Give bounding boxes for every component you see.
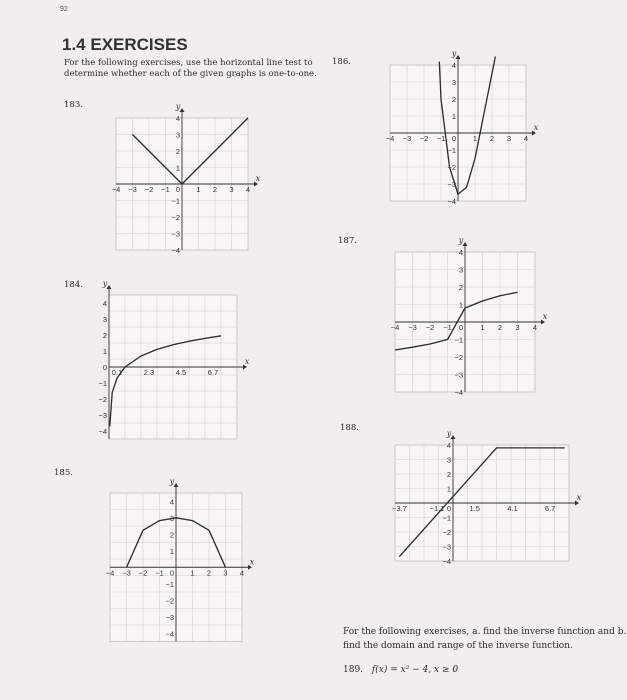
x-axis-label: x <box>533 123 539 132</box>
y-tick-label: −1 <box>165 579 174 589</box>
y-tick-label: −4 <box>171 246 180 255</box>
exercise-183-label: 183. <box>64 100 83 110</box>
x-tick-label: 3 <box>223 568 228 578</box>
x-tick-label: −1 <box>436 134 446 143</box>
x-tick-label: 3 <box>229 185 234 194</box>
x-tick-label: −3 <box>408 323 417 332</box>
intro-text: For the following exercises, use the horizontal line test to determine whether each of the given graphs is one-to-one. <box>64 58 317 79</box>
origin-label: 0 <box>446 504 451 513</box>
y-tick-label: 3 <box>175 130 180 140</box>
grid-group <box>98 279 249 439</box>
y-tick-label: −2 <box>447 163 456 172</box>
y-tick-label: −2 <box>165 596 174 606</box>
grid-group <box>392 429 582 566</box>
y-tick-label: 1 <box>102 347 107 356</box>
grid-group <box>391 236 548 397</box>
grid-group <box>386 49 539 206</box>
y-tick-label: −3 <box>98 411 107 420</box>
y-tick-label: 2 <box>458 283 463 292</box>
y-tick-label: −4 <box>165 629 174 639</box>
y-tick-label: 4 <box>446 441 451 450</box>
y-tick-label: 3 <box>169 513 174 523</box>
x-tick-label: 3 <box>506 134 512 143</box>
x-tick-label: 4 <box>245 185 251 194</box>
y-tick-label: −3 <box>171 229 180 239</box>
y-axis-label: y <box>451 49 457 58</box>
x-tick-label: −3 <box>402 134 412 143</box>
x-tick-label: −1 <box>155 568 164 578</box>
y-tick-label: −2 <box>442 528 451 537</box>
y-tick-label: −1 <box>447 146 456 155</box>
grid-group <box>106 477 255 642</box>
origin-label: 0 <box>451 134 456 143</box>
y-tick-label: −4 <box>447 197 456 206</box>
y-tick-label: 1 <box>169 546 174 556</box>
y-tick-label: −4 <box>442 557 451 566</box>
x-tick-label: −4 <box>105 568 115 578</box>
x-tick-label: 1 <box>190 568 195 578</box>
x-tick-label: −1 <box>161 185 170 194</box>
exercise-186-label: 186. <box>332 57 351 67</box>
problem-189-formula: f(x) = x² − 4, x ≥ 0 <box>371 665 459 675</box>
x-axis-label: x <box>244 357 250 366</box>
x-tick-label: −4 <box>111 185 121 194</box>
origin-label: 0 <box>169 568 174 578</box>
origin-label: 0 <box>175 185 180 194</box>
y-axis-label: y <box>458 236 464 245</box>
graph-184 <box>98 279 265 449</box>
y-tick-label: 3 <box>458 265 463 275</box>
x-tick-label: 1 <box>480 323 485 332</box>
exercise-188-label: 188. <box>340 423 359 433</box>
y-tick-label: 2 <box>175 147 180 156</box>
y-tick-label: 0 <box>102 363 107 372</box>
graph-187 <box>390 236 548 397</box>
x-tick-label: −2 <box>138 568 148 578</box>
y-tick-label: 3 <box>102 315 107 324</box>
x-tick-label: −3 <box>128 185 137 194</box>
x-tick-label: 2 <box>489 134 495 143</box>
y-tick-label: 1 <box>458 300 463 310</box>
y-tick-label: 2 <box>446 470 451 479</box>
x-tick-label: −2 <box>419 134 429 143</box>
y-tick-label: 1 <box>446 484 451 494</box>
x-axis-label: x <box>576 493 582 502</box>
x-tick-label: −1.1 <box>429 504 445 513</box>
x-tick-label: −2 <box>144 185 154 194</box>
section-title: 1.4 EXERCISES <box>62 35 188 54</box>
y-tick-label: −2 <box>171 213 180 222</box>
y-tick-label: 4 <box>458 248 463 257</box>
y-tick-label: 2 <box>169 530 174 540</box>
x-tick-label: 1.5 <box>469 504 480 513</box>
y-tick-label: −4 <box>454 388 463 397</box>
x-tick-label: −2 <box>425 323 435 332</box>
exercise-184-label: 184. <box>64 280 83 290</box>
y-tick-label: 4 <box>169 497 174 507</box>
x-tick-label: 0.1 <box>111 368 123 377</box>
x-axis-label: x <box>255 174 261 183</box>
y-tick-label: −1 <box>454 335 463 345</box>
x-tick-label: 1 <box>472 134 478 143</box>
y-axis-label: y <box>446 429 452 438</box>
x-tick-label: 2 <box>212 185 218 194</box>
x-tick-label: −3 <box>122 568 131 578</box>
x-tick-label: 4 <box>239 568 245 578</box>
y-tick-label: 3 <box>451 78 456 87</box>
grid-group <box>112 102 261 255</box>
y-tick-label: −3 <box>442 542 451 552</box>
y-tick-label: 4 <box>175 114 180 123</box>
y-tick-label: −3 <box>165 612 174 622</box>
y-tick-label: −1 <box>171 196 180 206</box>
x-tick-label: −4 <box>385 134 395 143</box>
y-tick-label: 2 <box>102 331 107 340</box>
y-tick-label: 1 <box>175 163 180 173</box>
y-tick-label: −2 <box>454 353 463 362</box>
problem-189-number: 189. <box>343 665 364 675</box>
x-tick-label: 2 <box>497 323 503 332</box>
x-tick-label: 1 <box>196 185 201 194</box>
graph-183 <box>111 102 261 258</box>
x-tick-label: 2.3 <box>143 368 155 377</box>
x-axis-label: x <box>249 557 255 567</box>
y-tick-label: −1 <box>442 513 451 523</box>
exercise-185-label: 185. <box>54 468 73 478</box>
x-tick-label: −3.7 <box>391 504 407 513</box>
x-axis-label: x <box>542 312 548 321</box>
x-tick-label: 6.7 <box>207 368 219 377</box>
x-tick-label: 3 <box>515 323 520 332</box>
y-axis-label: y <box>175 102 181 111</box>
y-tick-label: 4 <box>451 61 456 70</box>
x-tick-label: 2 <box>206 568 212 578</box>
page-number: 92 <box>60 6 68 13</box>
x-tick-label: 4 <box>532 323 538 332</box>
y-tick-label: 4 <box>102 299 107 308</box>
graph-186 <box>385 49 539 209</box>
instructions-text: For the following exercises, a. find the inverse function and b. find the domain and range of the inverse function. <box>343 627 627 651</box>
y-axis-label: y <box>102 279 108 288</box>
graph-185 <box>105 477 255 647</box>
y-tick-label: 2 <box>451 95 456 104</box>
y-tick-label: −1 <box>98 379 107 388</box>
x-tick-label: 4.1 <box>507 504 518 513</box>
y-tick-label: −3 <box>454 370 463 380</box>
x-tick-label: −1 <box>443 323 452 332</box>
problem-189 <box>343 665 458 675</box>
x-tick-label: 4.5 <box>175 368 187 377</box>
y-tick-label: −3 <box>447 180 456 189</box>
origin-label: 0 <box>458 323 463 332</box>
y-tick-label: 1 <box>451 112 456 121</box>
graph-188 <box>391 429 582 604</box>
y-tick-label: −2 <box>98 395 107 404</box>
x-tick-label: 6.7 <box>544 504 556 513</box>
exercise-187-label: 187. <box>338 236 357 246</box>
y-axis-label: y <box>169 477 175 486</box>
x-tick-label: −4 <box>390 323 400 332</box>
y-tick-label: −4 <box>98 427 107 436</box>
x-tick-label: 4 <box>523 134 529 143</box>
y-tick-label: 3 <box>446 455 451 465</box>
